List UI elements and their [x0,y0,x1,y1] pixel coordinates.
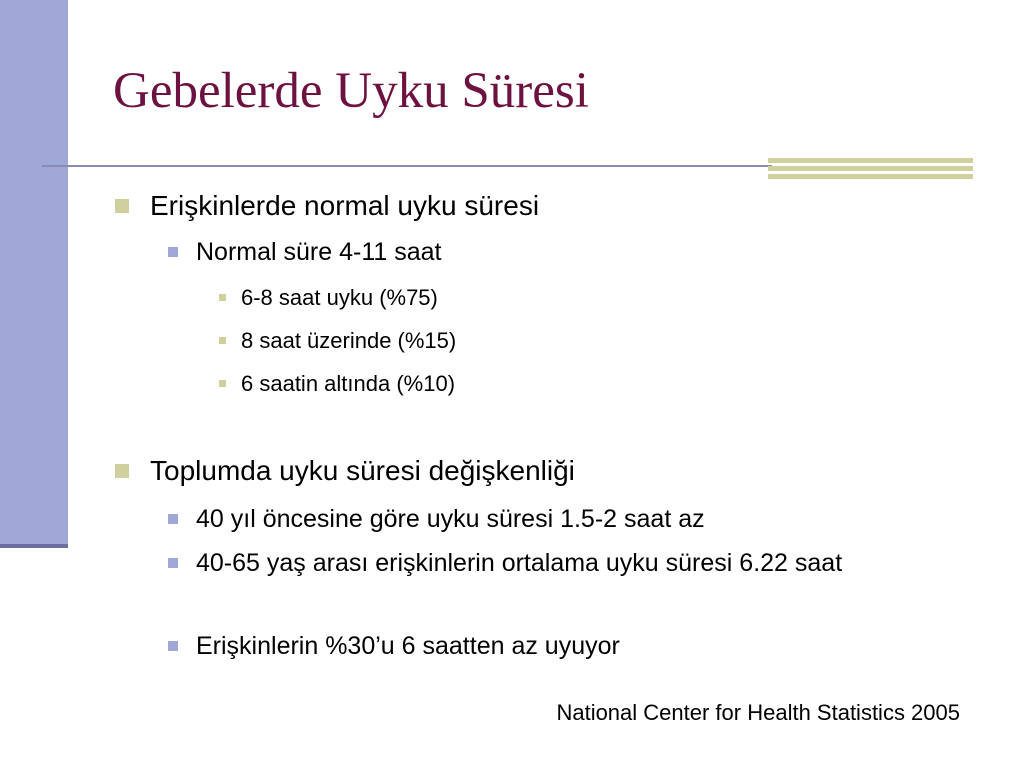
list-item-normal-duration [196,238,441,267]
square-bullet-icon [168,514,178,524]
bullet-text: Toplumda uyku süresi değişkenliği [150,455,575,486]
bullet-text: Erişkinlerin %30’u 6 saatten az uyuyor [196,632,620,660]
source-citation: National Center for Health Statistics 2005 [556,700,960,725]
list-item-30-percent [196,632,620,661]
square-bullet-icon [168,641,178,651]
accent-stripe [768,174,973,179]
bullet-text: 40-65 yaş arası erişkinlerin ortalama uyku süresi 6.22 saat [196,549,843,577]
square-bullet-icon [219,380,226,387]
list-item-6-8-hours [241,285,438,311]
list-item-40-years-ago [196,505,705,534]
square-bullet-icon [219,294,226,301]
square-bullet-icon [219,337,226,344]
square-bullet-icon [168,558,178,568]
square-bullet-icon [168,247,178,257]
list-item-under-6-hours [241,371,455,397]
bullet-text: 40 yıl öncesine göre uyku süresi 1.5-2 saat az [196,505,705,533]
bullet-text: Normal süre 4-11 saat [196,238,442,266]
bullet-text: Erişkinlerde normal uyku süresi [150,190,540,221]
bullet-text: 6 saatin altında (%10) [241,371,456,396]
left-accent-bar-edge [0,544,68,548]
accent-stripe [768,158,973,163]
slide-title: Gebelerde Uyku Süresi [113,63,589,119]
bullet-text: 6-8 saat uyku (%75) [241,285,438,310]
accent-stripes [768,158,973,179]
square-bullet-icon [115,199,129,213]
square-bullet-icon [115,464,129,478]
list-item-over-8-hours [241,328,456,354]
title-divider [42,165,772,167]
section-heading-normal-sleep [150,190,539,222]
accent-stripe [768,166,973,171]
left-accent-bar [0,0,68,548]
bullet-text: 8 saat üzerinde (%15) [241,328,457,353]
section-heading-sleep-variability [150,455,575,487]
list-item-average-sleep [196,544,956,582]
